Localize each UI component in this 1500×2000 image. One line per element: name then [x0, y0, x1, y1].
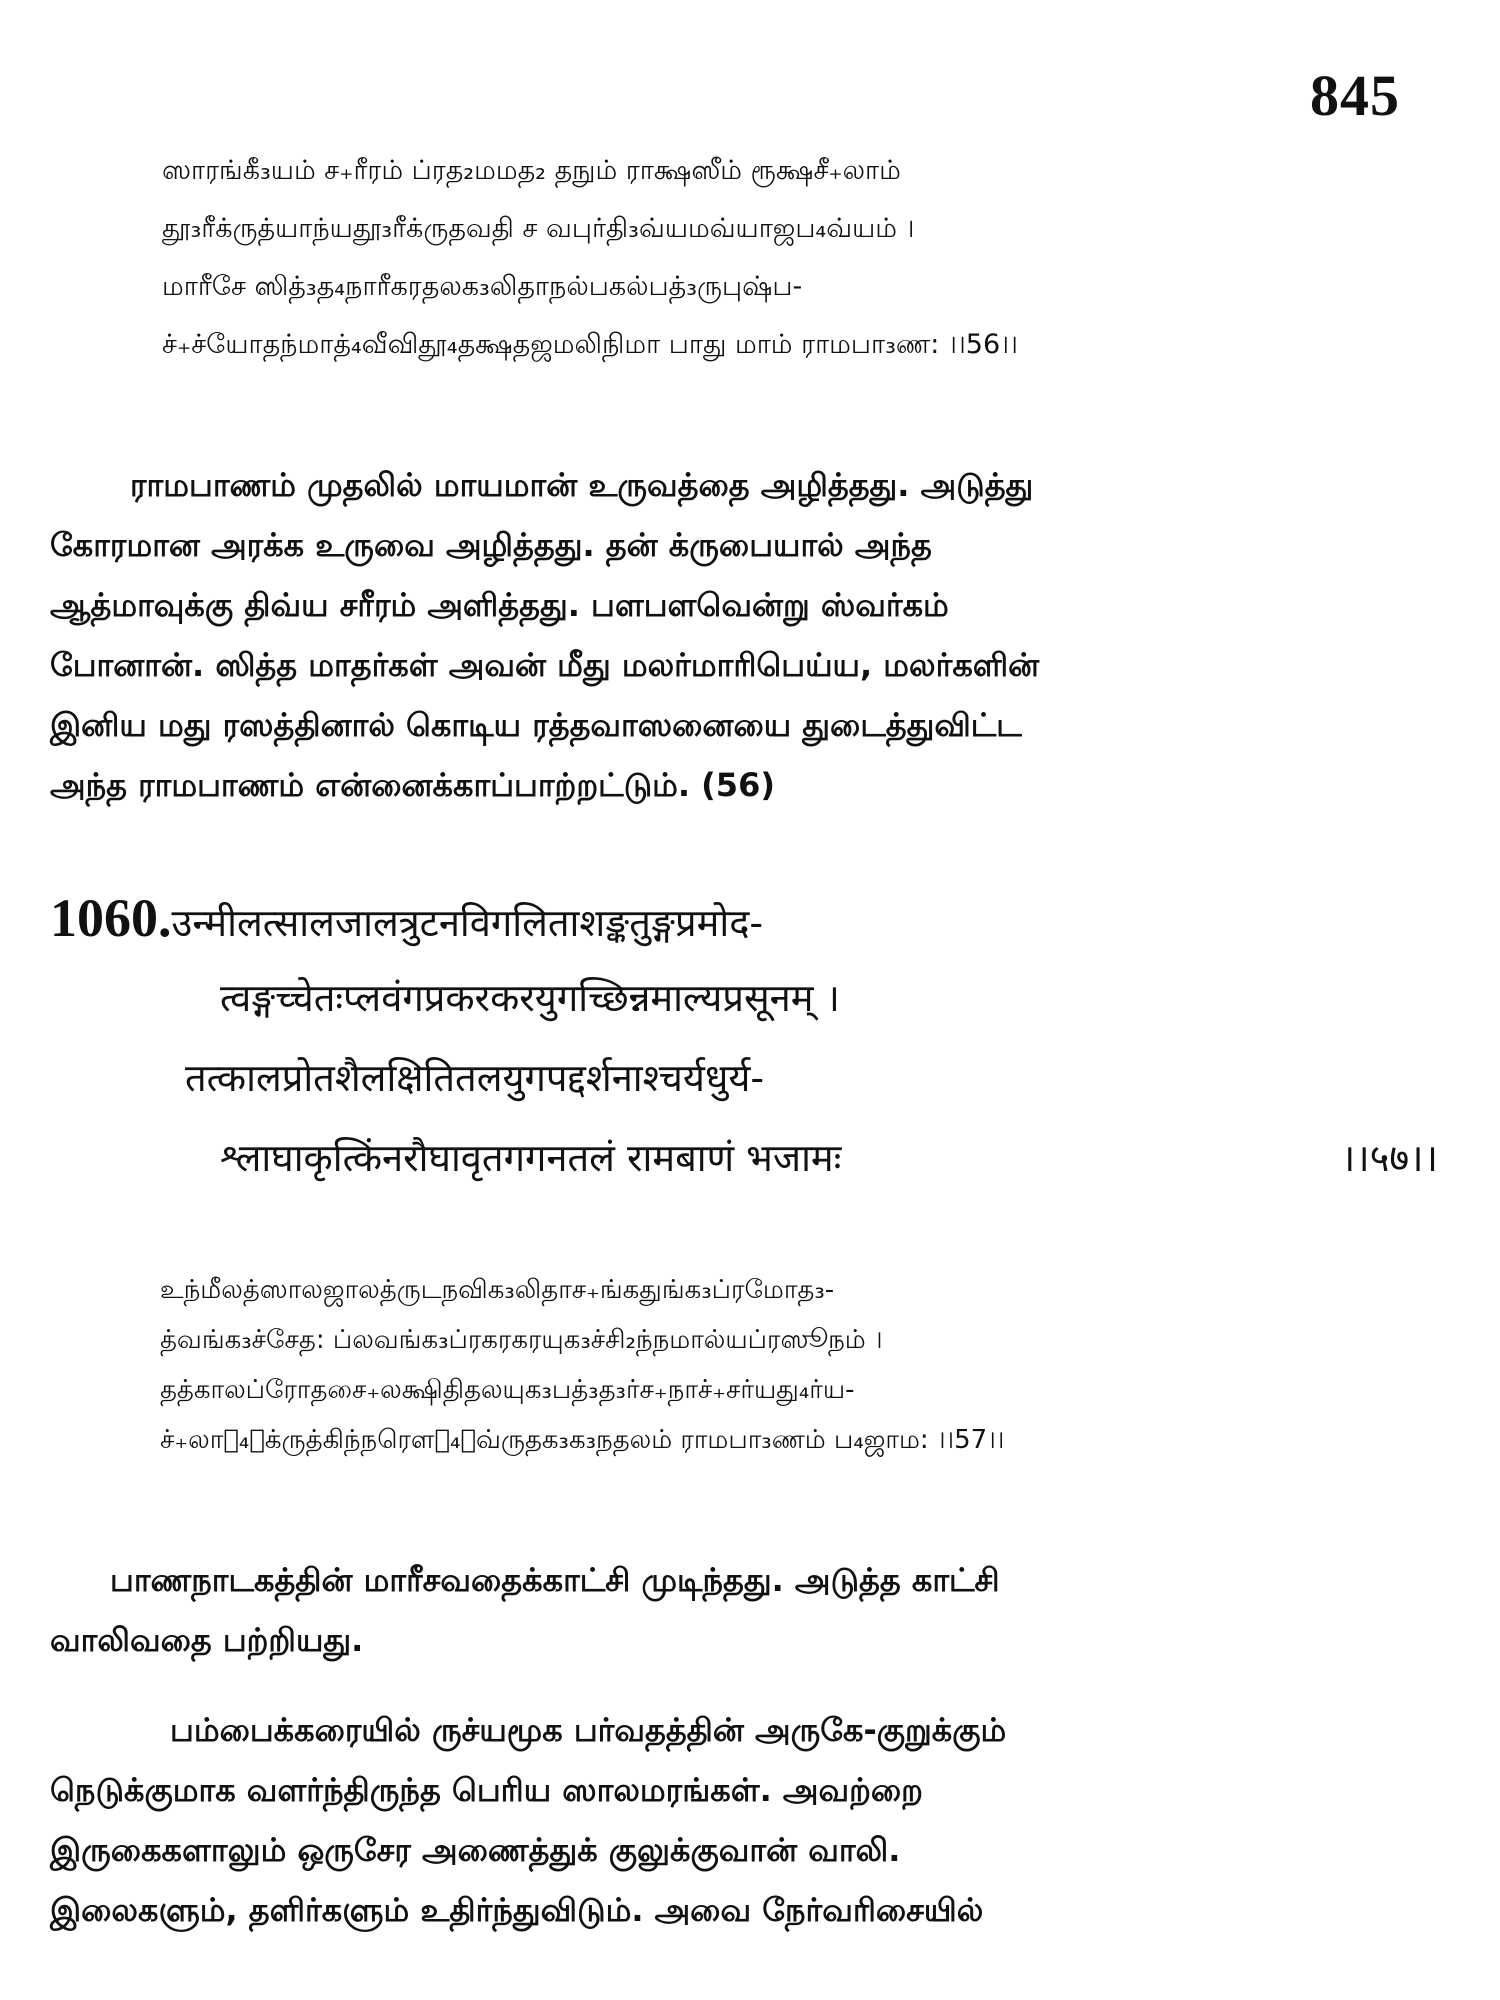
meaning-line: ஆத்மாவுக்கு திவ்ய சரீரம் அளித்தது. பளபளவென்று ஸ்வர்கம் — [50, 586, 949, 624]
sanskrit-line — [50, 878, 1450, 958]
scene-note-line: பாணநாடகத்தின் மாரீசவதைக்காட்சி முடிந்தது. அடுத்த காட்சி — [110, 1561, 1000, 1599]
meaning-line: போனான். ஸித்த மாதர்கள் அவன் மீது மலர்மாரிபெய்ய, மலர்களின் — [50, 646, 1040, 684]
page-number: 845 — [1310, 63, 1400, 128]
translit-line: உந்மீலத்ஸாலஜாலத்ருடநவிக₃லிதாச₊ங்கதுங்க₃ப்ரமோத₃- — [160, 1275, 835, 1305]
meaning-line: கோரமான அரக்க உருவை அழித்தது. தன் க்ருபையால் அந்த — [50, 526, 932, 564]
sanskrit-line: त्वङ्गच्चेतःप्लवंगप्रकरकरयुगच्छिन्नमाल्यप्रसूनम् । — [220, 976, 840, 1020]
meaning-line: அந்த ராமபாணம் என்னைக்காப்பாற்றட்டும். (56) — [50, 766, 775, 804]
sanskrit-line: तत्कालप्रोतशैलक्षितितलयुगपद्दर्शनाश्चर्यधुर्य- — [185, 1056, 765, 1100]
scene-note-line: வாலிவதை பற்றியது. — [50, 1621, 364, 1659]
translit-line: தத்காலப்ரோதசை₊லக்ஷிதிதலயுக₃பத்₃த₃ர்ச₊நாச்₊சர்யது₄ர்ய- — [160, 1375, 855, 1405]
sanskrit-line-text: श्लाघाकृत्किंनरौघावृतगगनतलं रामबाणं भजामः — [220, 1136, 842, 1180]
meaning-line: ராமபாணம் முதலில் மாயமான் உருவத்தை அழித்தது. அடுத்து — [130, 466, 1034, 504]
verse-57-transliteration — [160, 1265, 1004, 1465]
meaning-line: இனிய மது ரஸத்தினால் கொடிய ரத்தவாஸனையை துடைத்துவிட்ட — [50, 706, 1022, 744]
translit-line: தூ₃ரீக்ருத்யாந்யதூ₃ரீக்ருதவதி ச வபுர்தி₃வ்யமவ்யாஜப₄வ்யம் । — [162, 213, 915, 244]
narrative-line: இருகைகளாலும் ஒருசேர அணைத்துக் குலுக்குவான் வாலி. — [50, 1831, 901, 1869]
translit-line: மாரீசே ஸித்₃த₄நாரீகரதலக₃லிதாநல்பகல்பத்₃ருபுஷ்ப- — [162, 271, 803, 302]
verse-56-meaning — [50, 455, 1450, 815]
translit-line: ஸாரங்கீ₃யம் ச₊ரீரம் ப்ரத₂மமத₂ தநும் ராக்ஷஸீம் ரூக்ஷசீ₊லாம் — [162, 155, 901, 186]
translit-line: ச்₊லாக₄ாக்ருத்கிந்நரௌக₄ாவ்ருதக₃க₃நதலம் ராமபா₃ணம் ப₄ஜாம: ।।57।। — [160, 1425, 1005, 1455]
sanskrit-line — [50, 1118, 1450, 1198]
verse-56-transliteration — [162, 142, 1018, 374]
narrative-paragraph — [50, 1700, 1450, 1940]
sanskrit-line-text: उन्मीलत्सालजालत्रुटनविगलिताशङ्कतुङ्गप्रमोद- — [171, 901, 764, 945]
narrative-line: நெடுக்குமாக வளர்ந்திருந்த பெரிய ஸாலமரங்கள். அவற்றை — [50, 1771, 923, 1809]
scene-note — [50, 1550, 1450, 1670]
translit-line: ச்₊ச்யோதந்மாத்₄வீவிதூ₄தக்ஷதஜமலிநிமா பாது மாம் ராமபா₃ண: ।।56।। — [162, 329, 1018, 360]
verse-1060-sanskrit — [50, 878, 1450, 1198]
verse-number: 1060. — [50, 888, 172, 948]
verse-end-marker: ।।५७।। — [1340, 1136, 1438, 1180]
narrative-line: இலைகளும், தளிர்களும் உதிர்ந்துவிடும். அவை நேர்வரிசையில் — [50, 1891, 984, 1929]
narrative-line: பம்பைக்கரையில் ருச்யமூக பர்வதத்தின் அருகே-குறுக்கும் — [170, 1711, 1007, 1749]
translit-line: த்வங்க₃ச்சேத: ப்லவங்க₃ப்ரகரகரயுக₃ச்சி₂ந்நமால்யப்ரஸூநம் । — [160, 1325, 883, 1355]
